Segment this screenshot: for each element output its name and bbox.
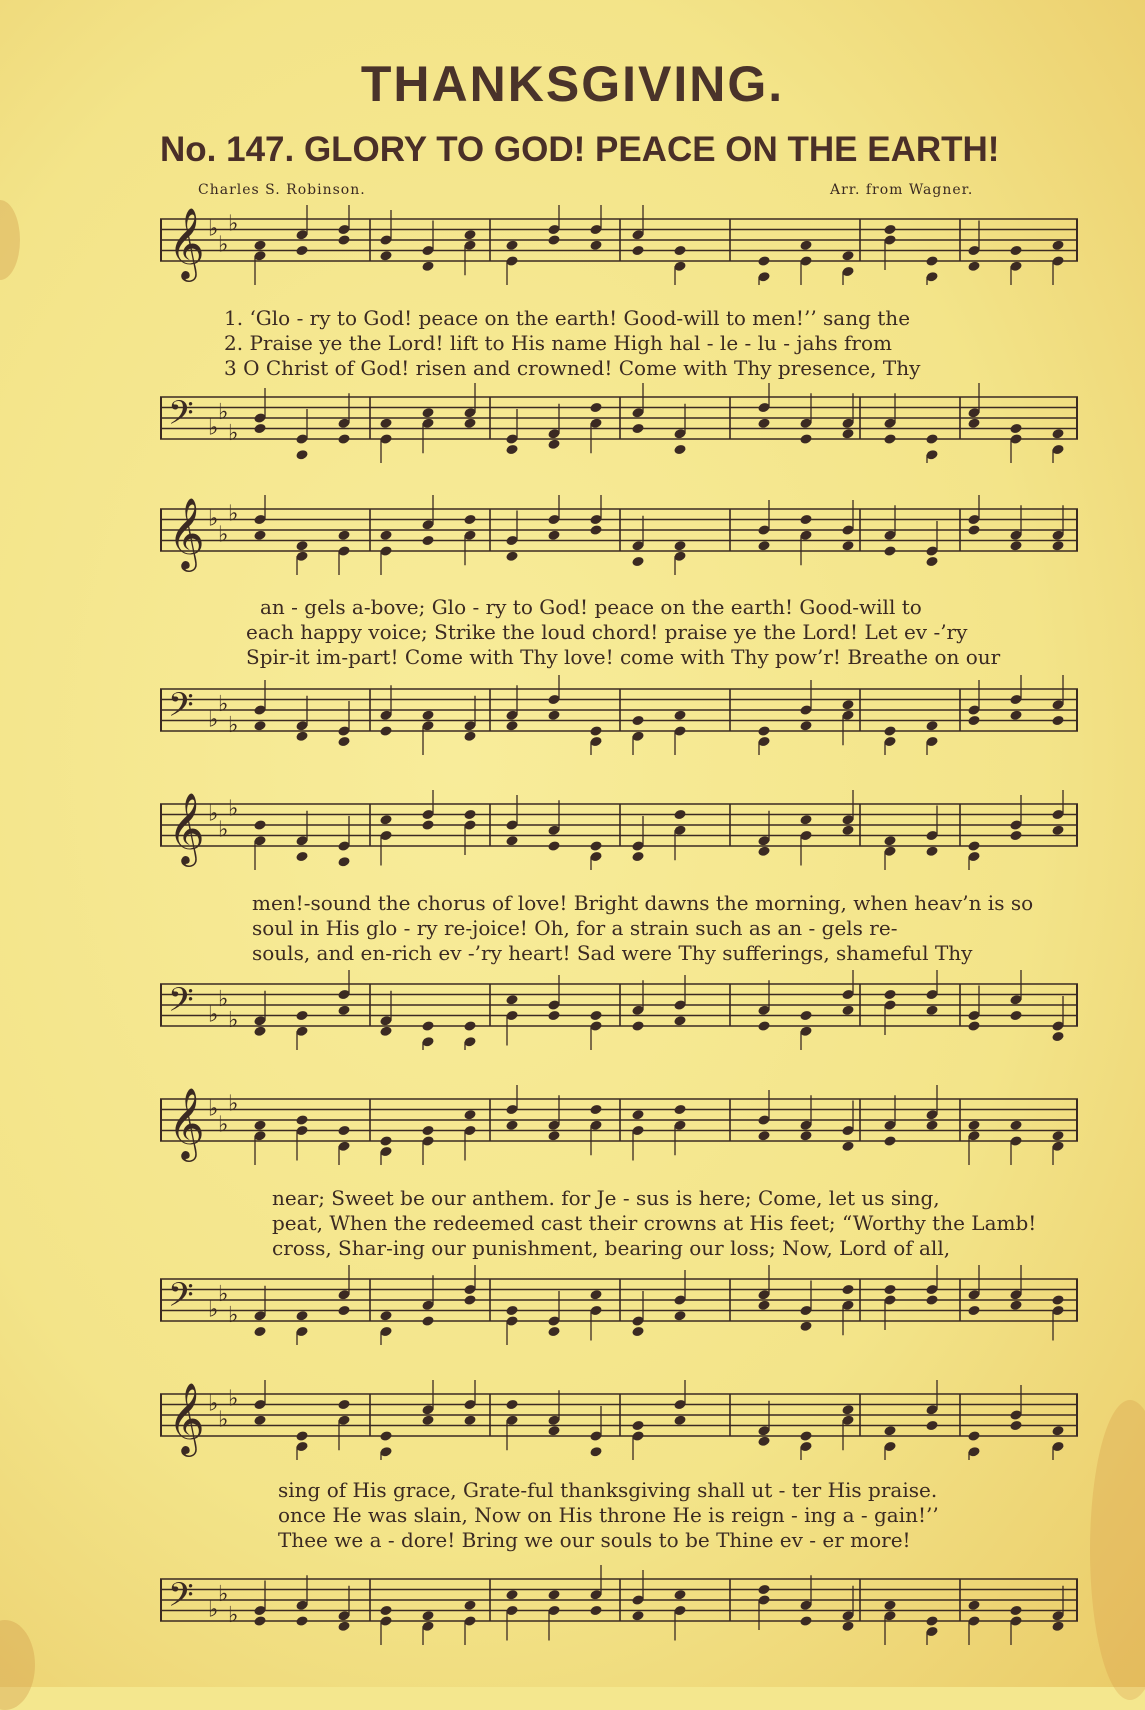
note-head <box>589 840 602 852</box>
note-head <box>925 1004 938 1016</box>
flat-icon: ♭ <box>228 1386 239 1412</box>
note-head <box>337 234 350 246</box>
note-head <box>295 449 308 461</box>
music-system-5 <box>160 1380 1080 1680</box>
note-head <box>463 1020 476 1032</box>
note-head <box>505 994 518 1006</box>
flat-icon: ♭ <box>208 707 219 733</box>
bass-clef-icon: 𝄢 <box>168 394 194 441</box>
note-head <box>799 1010 812 1022</box>
lyric-line-1: sing of His grace, Grate-ful thanksgiving shall ut - ter His praise. <box>278 1478 938 1502</box>
note-head <box>631 1420 644 1432</box>
music-system-1 <box>160 205 1080 475</box>
treble-clef-icon: 𝄞 <box>168 1381 205 1455</box>
bass-staff <box>160 970 1080 1050</box>
note-head <box>379 529 392 541</box>
note-head <box>421 819 434 831</box>
note-head <box>463 809 476 821</box>
flat-icon: ♭ <box>228 796 239 822</box>
note-head <box>1009 1299 1022 1311</box>
bass-clef-icon: 𝄢 <box>168 1576 194 1623</box>
note-head <box>421 407 434 419</box>
flat-icon: ♭ <box>208 415 219 441</box>
note-head <box>757 1130 770 1142</box>
note-head <box>1009 1420 1022 1432</box>
note-head <box>337 1125 350 1137</box>
note-head <box>883 1425 896 1437</box>
note-head <box>1051 239 1064 251</box>
note-head <box>379 250 392 262</box>
note-head <box>631 851 644 863</box>
note-head <box>757 1020 770 1032</box>
note-head <box>1009 709 1022 721</box>
note-head <box>757 255 770 267</box>
flat-icon: ♭ <box>208 1002 219 1028</box>
note-head <box>631 1020 644 1032</box>
lyric-line-1: 1. ‘Glo - ry to God! peace on the earth! Good-will to men!’’ sang the <box>224 306 911 330</box>
note-head <box>1009 1010 1022 1022</box>
note-head <box>547 1326 560 1338</box>
note-head <box>295 1430 308 1442</box>
note-head <box>505 239 518 251</box>
note-head <box>631 715 644 727</box>
note-head <box>1051 428 1064 440</box>
treble-staff <box>160 1380 1080 1460</box>
note-head <box>547 438 560 450</box>
note-head <box>967 524 980 536</box>
note-head <box>589 725 602 737</box>
note-head <box>253 720 266 732</box>
note-head <box>547 840 560 852</box>
note-head <box>757 1299 770 1311</box>
note-head <box>841 824 854 836</box>
note-head <box>841 1284 854 1296</box>
note-head <box>757 540 770 552</box>
note-head <box>295 1114 308 1126</box>
note-head <box>967 715 980 727</box>
note-head <box>925 1119 938 1131</box>
note-head <box>883 989 896 1001</box>
flat-icon: ♭ <box>208 1391 219 1417</box>
note-head <box>757 1435 770 1447</box>
note-head <box>379 725 392 737</box>
bass-clef-icon: 𝄢 <box>168 1276 194 1323</box>
note-head <box>463 1109 476 1121</box>
note-head <box>841 1004 854 1016</box>
note-head <box>925 1294 938 1306</box>
note-head <box>337 1305 350 1317</box>
flat-icon: ♭ <box>228 1302 239 1328</box>
arranger-credit: Arr. from Wagner. <box>830 182 974 198</box>
note-head <box>841 699 854 711</box>
bass-staff <box>160 1565 1080 1645</box>
note-head <box>589 1605 602 1617</box>
treble-clef-icon: 𝄞 <box>168 1086 205 1160</box>
note-head <box>337 736 350 748</box>
note-head <box>967 417 980 429</box>
note-head <box>1051 540 1064 552</box>
note-head <box>253 819 266 831</box>
note-head <box>1051 1425 1064 1437</box>
note-head <box>631 1109 644 1121</box>
treble-clef-icon: 𝄞 <box>168 496 205 570</box>
note-head <box>295 1010 308 1022</box>
note-head <box>379 1135 392 1147</box>
flat-icon: ♭ <box>228 211 239 237</box>
note-head <box>757 417 770 429</box>
note-head <box>883 224 896 236</box>
note-head <box>1051 1031 1064 1043</box>
treble-clef-icon: 𝄞 <box>168 791 205 865</box>
note-head <box>967 260 980 272</box>
lyric-line-3: Thee we a - dore! Bring we our souls to be Thine ev - er more! <box>278 1528 911 1552</box>
note-head <box>337 433 350 445</box>
bass-staff <box>160 383 1080 463</box>
note-head <box>295 540 308 552</box>
note-head <box>337 1399 350 1411</box>
note-head <box>379 417 392 429</box>
note-head <box>841 1620 854 1632</box>
edge-stain <box>1090 1400 1145 1700</box>
lyric-line-3: cross, Shar-ing our punishment, bearing our loss; Now, Lord of all, <box>272 1236 951 1260</box>
section-title: THANKSGIVING. <box>360 56 785 112</box>
flat-icon: ♭ <box>218 691 229 717</box>
flat-icon: ♭ <box>208 216 219 242</box>
note-head <box>883 545 896 557</box>
edge-stain <box>0 200 20 280</box>
note-head <box>253 1119 266 1131</box>
note-head <box>967 840 980 852</box>
note-head <box>463 730 476 742</box>
flat-icon: ♭ <box>218 1407 229 1433</box>
flat-icon: ♭ <box>228 1602 239 1628</box>
note-head <box>883 1135 896 1147</box>
note-head <box>505 835 518 847</box>
note-head <box>883 1599 896 1611</box>
note-head <box>757 1584 770 1596</box>
note-head <box>799 720 812 732</box>
note-head <box>295 851 308 863</box>
note-head <box>883 725 896 737</box>
note-head <box>799 1615 812 1627</box>
treble-staff <box>160 1085 1080 1165</box>
lyric-line-3: souls, and en-rich ev -’ry heart! Sad were Thy sufferings, shameful Thy <box>252 941 973 965</box>
note-head <box>589 402 602 414</box>
note-head <box>673 1104 686 1116</box>
note-head <box>673 540 686 552</box>
note-head <box>379 1310 392 1322</box>
note-head <box>295 245 308 257</box>
note-head <box>967 1305 980 1317</box>
note-head <box>841 250 854 262</box>
note-head <box>253 239 266 251</box>
flat-icon: ♭ <box>218 232 229 258</box>
note-head <box>253 1414 266 1426</box>
flat-icon: ♭ <box>218 1281 229 1307</box>
flat-icon: ♭ <box>208 801 219 827</box>
note-head <box>505 720 518 732</box>
note-head <box>799 1430 812 1442</box>
note-head <box>1009 423 1022 435</box>
note-head <box>253 1615 266 1627</box>
flat-icon: ♭ <box>208 506 219 532</box>
note-head <box>757 725 770 737</box>
bass-staff <box>160 1265 1080 1345</box>
note-head <box>295 730 308 742</box>
note-head <box>253 1326 266 1338</box>
note-head <box>967 1599 980 1611</box>
note-head <box>1009 540 1022 552</box>
flat-icon: ♭ <box>228 420 239 446</box>
note-head <box>379 1025 392 1037</box>
note-head <box>841 1404 854 1416</box>
note-head <box>505 1305 518 1317</box>
note-head <box>883 1284 896 1296</box>
note-head <box>463 417 476 429</box>
note-head <box>547 234 560 246</box>
note-head <box>589 239 602 251</box>
note-head <box>925 556 938 568</box>
note-head <box>631 556 644 568</box>
note-head <box>1051 824 1064 836</box>
lyric-line-2: peat, When the redeemed cast their crowns at His feet; “Worthy the Lamb! <box>272 1211 1037 1235</box>
note-head <box>421 535 434 547</box>
note-head <box>253 1025 266 1037</box>
note-head <box>421 1125 434 1137</box>
flat-icon: ♭ <box>208 1297 219 1323</box>
note-head <box>673 1015 686 1027</box>
note-head <box>925 255 938 267</box>
note-head <box>925 433 938 445</box>
note-head <box>421 709 434 721</box>
note-head <box>631 1610 644 1622</box>
note-head <box>799 1320 812 1332</box>
lyric-line-1: an - gels a-bove; Glo - ry to God! peace on the earth! Good-will to <box>260 595 922 619</box>
treble-staff <box>160 495 1080 575</box>
lyric-line-2: each happy voice; Strike the loud chord! praise ye the Lord! Let ev -’ry <box>246 620 968 644</box>
lyric-line-3: 3 O Christ of God! risen and crowned! Come with Thy presence, Thy <box>224 356 921 380</box>
note-head <box>379 814 392 826</box>
flat-icon: ♭ <box>208 1096 219 1122</box>
note-head <box>463 1414 476 1426</box>
note-head <box>421 1315 434 1327</box>
edge-stain <box>0 1620 35 1710</box>
note-head <box>379 1430 392 1442</box>
note-head <box>925 720 938 732</box>
note-head <box>631 245 644 257</box>
music-system-2 <box>160 495 1080 775</box>
note-head <box>421 1020 434 1032</box>
note-head <box>673 709 686 721</box>
note-head <box>589 1104 602 1116</box>
author-credit: Charles S. Robinson. <box>198 182 366 198</box>
flat-icon: ♭ <box>228 1091 239 1117</box>
note-head <box>631 1326 644 1338</box>
flat-icon: ♭ <box>218 1112 229 1138</box>
note-head <box>799 514 812 526</box>
note-head <box>547 1425 560 1437</box>
note-head <box>505 1399 518 1411</box>
note-head <box>757 845 770 857</box>
note-head <box>589 524 602 536</box>
note-head <box>337 1620 350 1632</box>
lyric-line-2: 2. Praise ye the Lord! lift to His name High hal - le - lu - jahs from <box>224 331 892 355</box>
note-head <box>841 428 854 440</box>
bass-clef-icon: 𝄢 <box>168 686 194 733</box>
flat-icon: ♭ <box>218 1581 229 1607</box>
flat-icon: ♭ <box>228 712 239 738</box>
note-head <box>631 423 644 435</box>
note-head <box>673 1310 686 1322</box>
lyric-line-1: near; Sweet be our anthem. for Je - sus is here; Come, let us sing, <box>272 1186 940 1210</box>
note-head <box>379 1605 392 1617</box>
note-head <box>463 1599 476 1611</box>
lyric-line-1: men!-sound the chorus of love! Bright dawns the morning, when heav’n is so <box>252 891 1034 915</box>
note-head <box>1009 1605 1022 1617</box>
note-head <box>967 1020 980 1032</box>
treble-clef-icon: 𝄞 <box>168 206 205 280</box>
note-head <box>505 1119 518 1131</box>
flat-icon: ♭ <box>228 1007 239 1033</box>
note-head <box>1009 245 1022 257</box>
note-head <box>1009 830 1022 842</box>
bass-staff <box>160 675 1080 755</box>
treble-staff <box>160 205 1080 285</box>
music-system-3 <box>160 790 1080 1070</box>
lyric-line-2: once He was slain, Now on His throne He is reign - ing a - gain!’’ <box>278 1503 939 1527</box>
music-system-4 <box>160 1085 1080 1365</box>
note-head <box>589 1010 602 1022</box>
note-head <box>463 514 476 526</box>
note-head <box>799 814 812 826</box>
bass-clef-icon: 𝄢 <box>168 981 194 1028</box>
note-head <box>421 1414 434 1426</box>
note-head <box>337 529 350 541</box>
note-head <box>967 1119 980 1131</box>
note-head <box>673 1589 686 1601</box>
note-head <box>337 1004 350 1016</box>
hymn-title: No. 147. GLORY TO GOD! PEACE ON THE EARTH! <box>160 130 1000 169</box>
note-head <box>547 1010 560 1022</box>
note-head <box>547 1589 560 1601</box>
flat-icon: ♭ <box>218 817 229 843</box>
note-head <box>505 550 518 562</box>
flat-icon: ♭ <box>228 501 239 527</box>
note-head <box>547 709 560 721</box>
note-head <box>841 540 854 552</box>
flat-icon: ♭ <box>218 522 229 548</box>
note-head <box>421 1610 434 1622</box>
note-head <box>589 1289 602 1301</box>
note-head <box>841 1140 854 1152</box>
note-head <box>253 423 266 435</box>
note-head <box>799 1130 812 1142</box>
note-head <box>421 260 434 272</box>
flat-icon: ♭ <box>218 986 229 1012</box>
note-head <box>925 845 938 857</box>
note-head <box>295 1310 308 1322</box>
flat-icon: ♭ <box>218 399 229 425</box>
note-head <box>505 444 518 456</box>
note-head <box>799 239 812 251</box>
note-head <box>673 809 686 821</box>
note-head <box>337 856 350 868</box>
note-head <box>547 529 560 541</box>
lyric-line-2: soul in His glo - ry re-joice! Oh, for a strain such as an - gels re- <box>252 916 898 940</box>
note-head <box>1009 1119 1022 1131</box>
note-head <box>1051 1294 1064 1306</box>
note-head <box>925 1615 938 1627</box>
lyric-line-3: Spir-it im-part! Come with Thy love! come with Thy pow’r! Breathe on our <box>246 645 1001 669</box>
flat-icon: ♭ <box>208 1597 219 1623</box>
note-head <box>673 1414 686 1426</box>
note-head <box>463 1294 476 1306</box>
treble-staff <box>160 790 1080 870</box>
note-head <box>463 229 476 241</box>
note-head <box>547 1130 560 1142</box>
note-head <box>505 1589 518 1601</box>
note-head <box>1051 1130 1064 1142</box>
note-head <box>589 1446 602 1458</box>
note-head <box>1051 1620 1064 1632</box>
note-head <box>883 433 896 445</box>
note-head <box>1051 715 1064 727</box>
note-head <box>799 433 812 445</box>
note-head <box>883 835 896 847</box>
note-head <box>673 245 686 257</box>
note-head <box>295 1615 308 1627</box>
note-head <box>253 529 266 541</box>
note-head <box>673 444 686 456</box>
note-head <box>925 1420 938 1432</box>
note-head <box>967 1430 980 1442</box>
